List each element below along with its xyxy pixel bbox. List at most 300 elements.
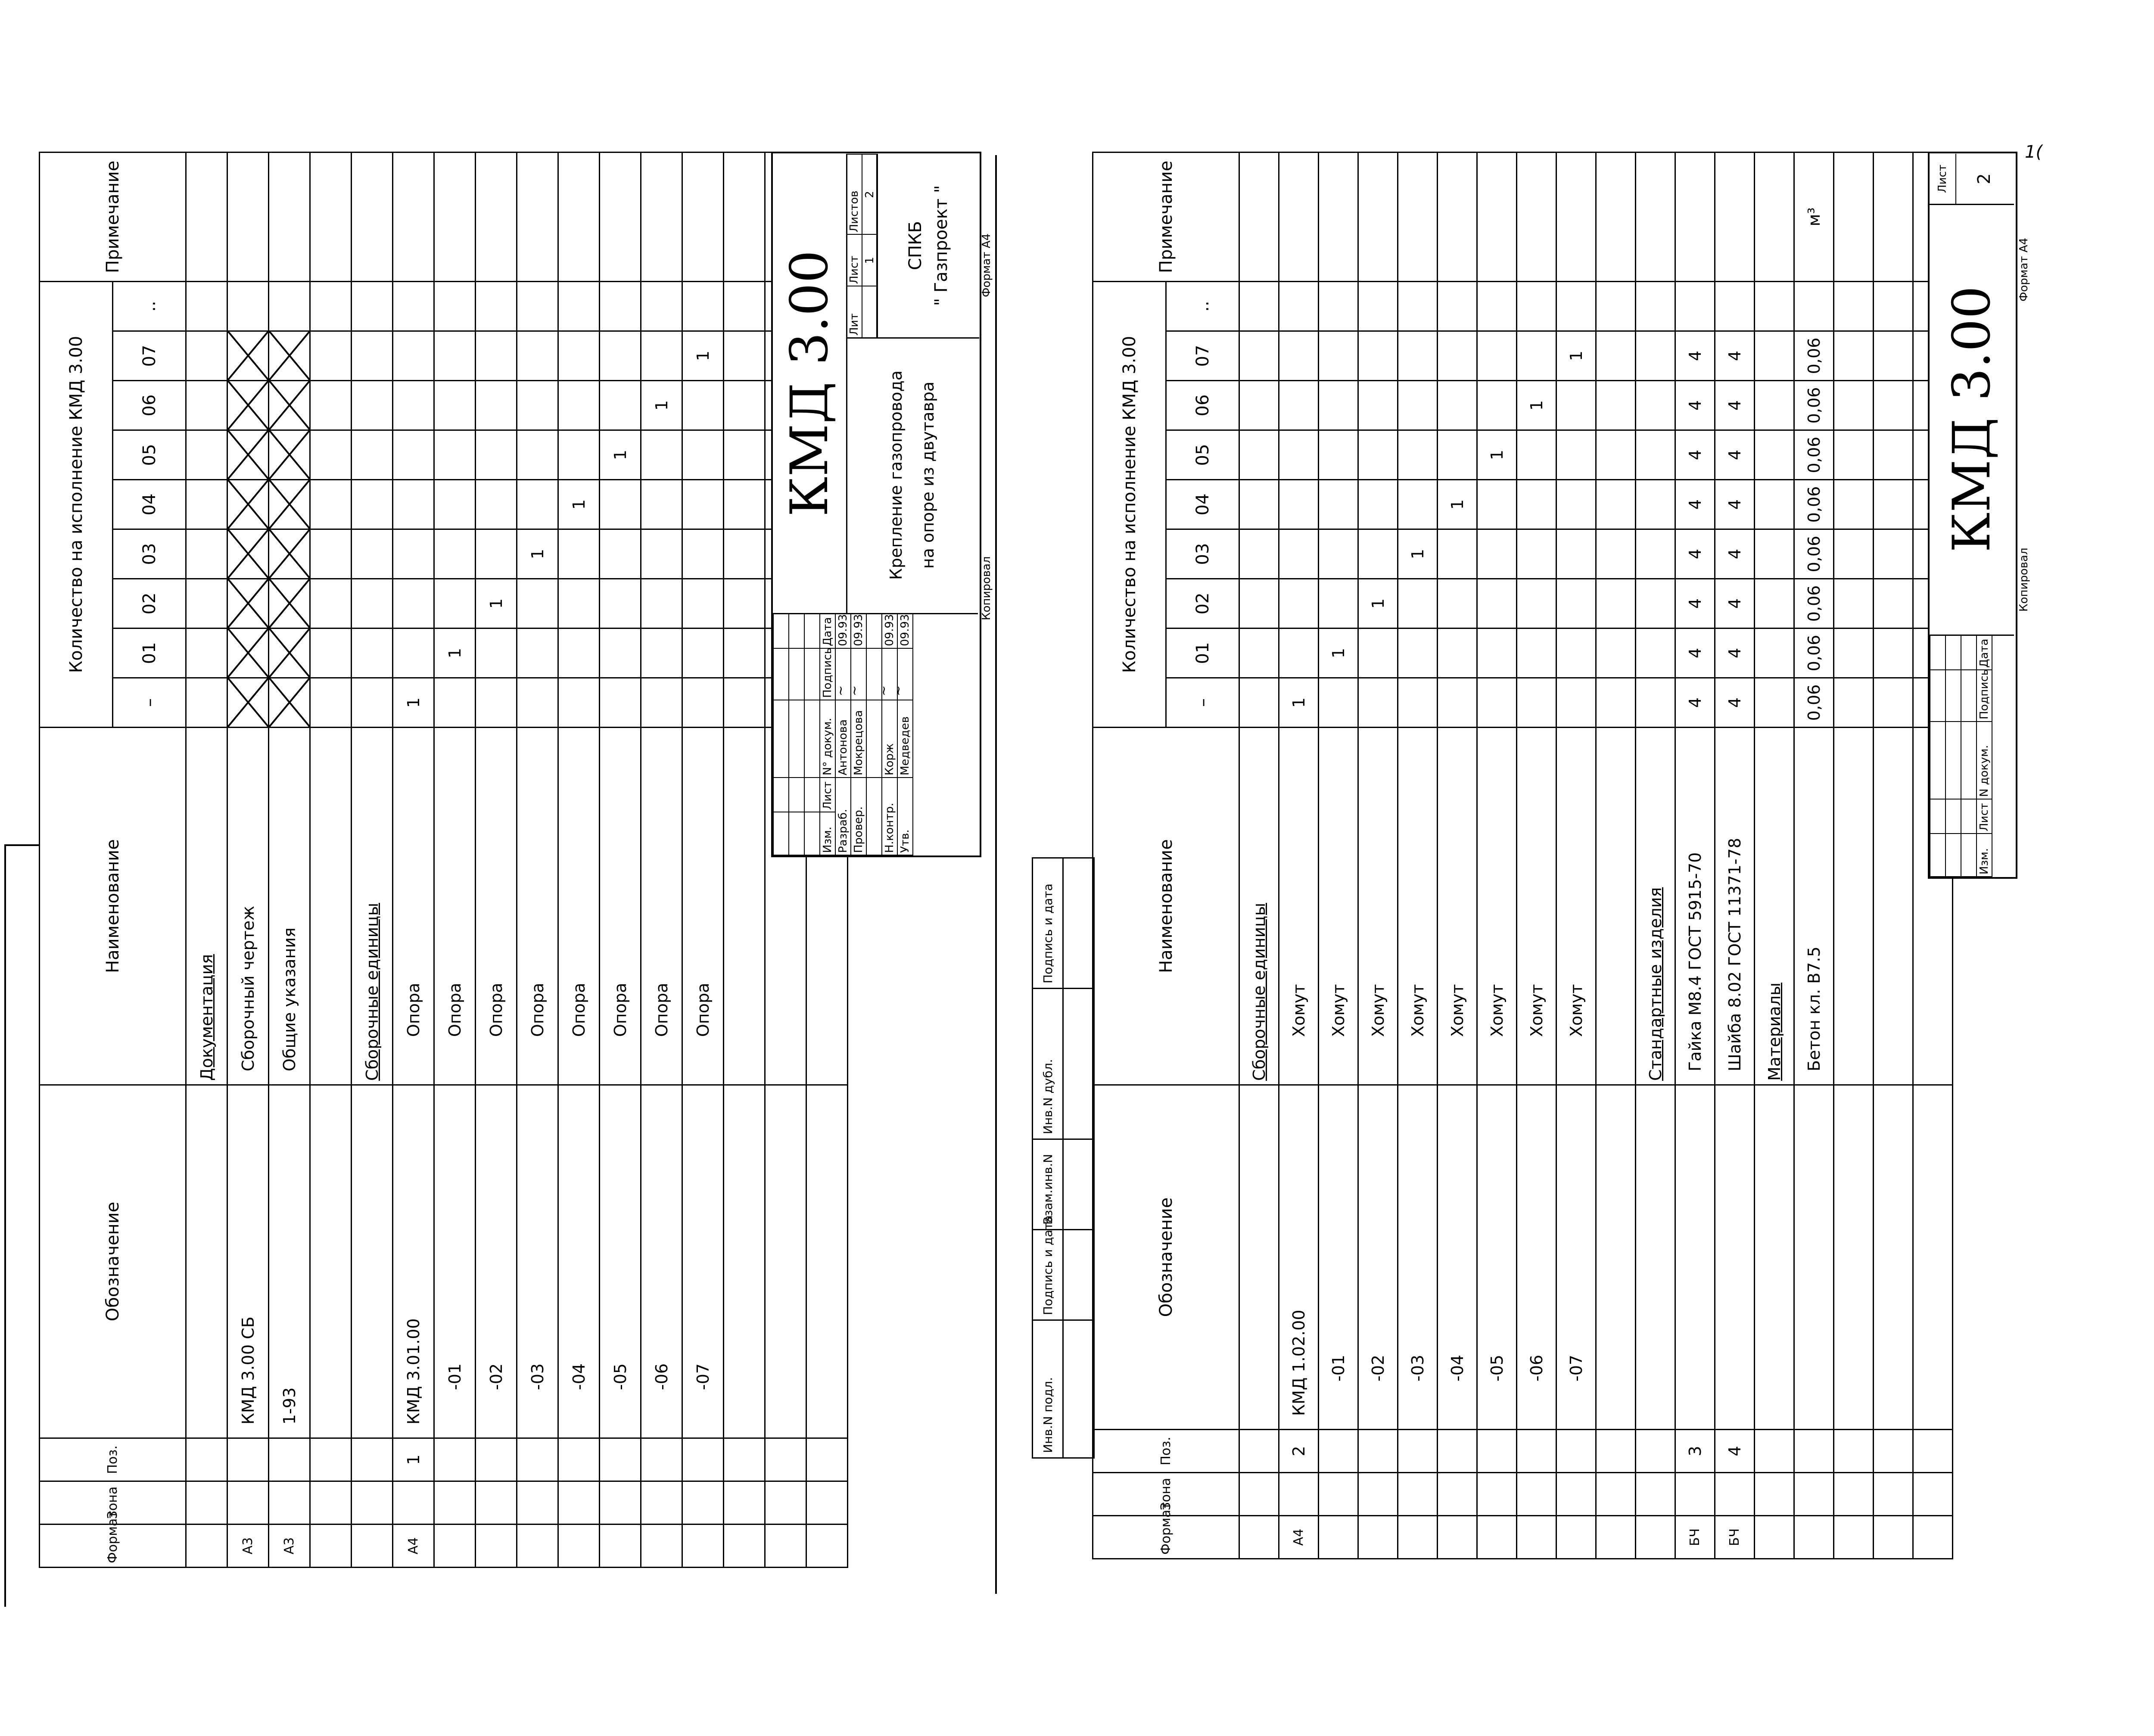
- cell-qty-0: 1: [393, 678, 434, 728]
- cell-name: Стандартные изделия: [1636, 728, 1675, 1085]
- cell-qty-2: [393, 579, 434, 628]
- tb2-code-cell: [1930, 204, 2014, 636]
- cell-qty-7: [1279, 331, 1319, 381]
- table-row: [227, 152, 269, 1567]
- cell-qty-8: [1398, 281, 1438, 331]
- cell-qty-1: [1596, 628, 1636, 678]
- cell-qty-7: [641, 331, 682, 381]
- cell-qty-1: [1755, 628, 1794, 678]
- cell-qty-2: [1319, 579, 1358, 628]
- cell-zone: [1834, 1473, 1874, 1516]
- cell-note: [641, 152, 682, 281]
- cell-qty-4: [1755, 480, 1794, 529]
- cell-qty-3: [269, 529, 310, 579]
- cell-qty-4: [724, 480, 765, 529]
- cell-name: Шайба 8.02 ГОСТ 11371-78: [1715, 728, 1755, 1085]
- cell-name: Гайка М8.4 ГОСТ 5915-70: [1675, 728, 1715, 1085]
- cell-pos: [1556, 1430, 1596, 1473]
- header-variant-8: ..: [1166, 281, 1239, 331]
- cell-pos: [476, 1438, 517, 1481]
- cell-format: [1556, 1516, 1596, 1559]
- cell-zone: [682, 1481, 724, 1524]
- cell-note: [1358, 152, 1398, 281]
- cell-qty-7: [269, 331, 310, 381]
- cell-pos: [600, 1438, 641, 1481]
- cell-qty-8: [600, 281, 641, 331]
- cell-pos: [1794, 1430, 1834, 1473]
- cell-designation: -03: [517, 1085, 558, 1438]
- cell-pos: 1: [393, 1438, 434, 1481]
- cell-qty-4: [600, 480, 641, 529]
- cell-note: [186, 152, 227, 281]
- cell-name: Хомут: [1279, 728, 1319, 1085]
- doc-title-line1: Крепление газопровода: [887, 370, 906, 580]
- cell-qty-1: 4: [1715, 628, 1755, 678]
- cell-qty-5: 4: [1715, 430, 1755, 480]
- cell-name: [724, 728, 765, 1085]
- cell-name: Опора: [476, 728, 517, 1085]
- cell-zone: [476, 1481, 517, 1524]
- cell-qty-7: [310, 331, 352, 381]
- cell-qty-7: [1636, 331, 1675, 381]
- cell-format: [1319, 1516, 1358, 1559]
- cell-qty-4: [1834, 480, 1874, 529]
- cell-note: [1636, 152, 1675, 281]
- cell-qty-6: [1556, 381, 1596, 430]
- cell-designation: -05: [1477, 1085, 1517, 1430]
- cell-designation: [1913, 1085, 1953, 1430]
- cell-qty-7: [227, 331, 269, 381]
- header-variant-5: 05: [1166, 430, 1239, 480]
- cell-qty-0: [1438, 678, 1477, 728]
- cell-format: [1794, 1516, 1834, 1559]
- header-variant-2: 02: [1166, 579, 1239, 628]
- cell-qty-3: 4: [1715, 529, 1755, 579]
- cell-qty-5: [1636, 430, 1675, 480]
- table-row: [434, 152, 476, 1567]
- cell-qty-8: [1596, 281, 1636, 331]
- cell-qty-5: [1319, 430, 1358, 480]
- cell-qty-0: [1596, 678, 1636, 728]
- org-line2: " Газпроект ": [931, 185, 951, 306]
- date-normcontrol: 09.93: [882, 614, 897, 648]
- cell-qty-1: [600, 628, 641, 678]
- cell-format: [1438, 1516, 1477, 1559]
- cell-designation: -01: [434, 1085, 476, 1438]
- cell-note: [1755, 152, 1794, 281]
- cell-qty-1: [1874, 628, 1913, 678]
- cell-qty-3: [1517, 529, 1556, 579]
- cell-designation: -06: [641, 1085, 682, 1438]
- table-row: [1596, 152, 1636, 1559]
- cell-note: [393, 152, 434, 281]
- header-row: [40, 152, 113, 1567]
- sheet-no: 1: [862, 235, 878, 286]
- doc-code: КМД 3.00: [779, 250, 840, 517]
- cell-qty-2: 4: [1675, 579, 1715, 628]
- tb2-sheet-cell: [1930, 154, 2014, 205]
- cell-qty-1: 0,06: [1794, 628, 1834, 678]
- cell-designation: [1715, 1085, 1755, 1430]
- cell-pos: [1358, 1430, 1398, 1473]
- cell-format: [434, 1524, 476, 1568]
- cell-format: [1239, 1516, 1279, 1559]
- cell-note: [724, 152, 765, 281]
- table-row: [1239, 152, 1279, 1559]
- cell-qty-1: [1636, 628, 1675, 678]
- cell-qty-1: 1: [434, 628, 476, 678]
- cell-qty-7: [186, 331, 227, 381]
- cell-qty-4: 1: [558, 480, 600, 529]
- cell-format: БЧ: [1675, 1516, 1715, 1559]
- name-checker: Мокрецова: [851, 700, 866, 778]
- cell-zone: [765, 1481, 806, 1524]
- cell-qty-8: [1319, 281, 1358, 331]
- cell-qty-4: [1279, 480, 1319, 529]
- cell-qty-3: [1477, 529, 1517, 579]
- cell-note: [1319, 152, 1358, 281]
- signature-grid: [773, 613, 913, 856]
- cell-designation: -03: [1398, 1085, 1438, 1430]
- cell-qty-2: 0,06: [1794, 579, 1834, 628]
- cell-qty-6: 0,06: [1794, 381, 1834, 430]
- cell-note: м³: [1794, 152, 1834, 281]
- cell-pos: [1596, 1430, 1636, 1473]
- cell-format: [1517, 1516, 1556, 1559]
- cell-qty-0: [558, 678, 600, 728]
- spec-table-2: [1092, 152, 1953, 1559]
- cell-qty-0: [641, 678, 682, 728]
- cell-name: [310, 728, 352, 1085]
- cell-qty-1: [269, 628, 310, 678]
- cell-qty-2: [558, 579, 600, 628]
- cell-qty-6: [269, 381, 310, 430]
- cell-qty-7: [1874, 331, 1913, 381]
- cell-qty-5: [1556, 430, 1596, 480]
- cell-pos: [434, 1438, 476, 1481]
- header-qty-group: Количество на исполнение КМД 3.00: [1093, 281, 1166, 727]
- cell-qty-2: 4: [1715, 579, 1755, 628]
- cell-designation: -07: [682, 1085, 724, 1438]
- role-developer: Разраб.: [835, 778, 851, 855]
- cell-format: БЧ: [1715, 1516, 1755, 1559]
- cell-pos: [310, 1438, 352, 1481]
- col-sign-2: Подпись: [1977, 670, 1992, 722]
- cell-qty-5: 1: [600, 430, 641, 480]
- cell-qty-5: [1438, 430, 1477, 480]
- cell-qty-6: [1438, 381, 1477, 430]
- cell-qty-8: [1239, 281, 1279, 331]
- header-note: Примечание: [1093, 152, 1239, 281]
- date-checker: 09.93: [851, 614, 866, 648]
- cell-qty-0: 1: [1279, 678, 1319, 728]
- cell-pos: 3: [1675, 1430, 1715, 1473]
- cell-format: [558, 1524, 600, 1568]
- cell-note: [1239, 152, 1279, 281]
- cell-qty-2: [1755, 579, 1794, 628]
- cell-note: [600, 152, 641, 281]
- cell-qty-2: [641, 579, 682, 628]
- cell-qty-2: 1: [476, 579, 517, 628]
- cell-name: Хомут: [1477, 728, 1517, 1085]
- cell-qty-5: [1596, 430, 1636, 480]
- cell-qty-2: [1874, 579, 1913, 628]
- date-approved: 09.93: [897, 614, 913, 648]
- cell-pos: [269, 1438, 310, 1481]
- cell-qty-4: [352, 480, 393, 529]
- cell-qty-1: [1517, 628, 1556, 678]
- cell-qty-4: 1: [1438, 480, 1477, 529]
- cell-designation: 1-93: [269, 1085, 310, 1438]
- cell-format: [352, 1524, 393, 1568]
- cell-qty-7: [1319, 331, 1358, 381]
- cell-qty-1: [558, 628, 600, 678]
- cell-qty-8: [1755, 281, 1794, 331]
- cell-qty-8: [1517, 281, 1556, 331]
- cell-note: [227, 152, 269, 281]
- cell-designation: [1636, 1085, 1675, 1430]
- header-note: Примечание: [40, 152, 186, 281]
- cell-format: A4: [393, 1524, 434, 1568]
- cell-qty-7: [434, 331, 476, 381]
- header-format: Формат: [1093, 1516, 1239, 1559]
- format-label-1: Формат А4: [980, 233, 993, 297]
- cell-designation: -04: [1438, 1085, 1477, 1430]
- cell-qty-6: 4: [1715, 381, 1755, 430]
- cell-qty-1: 1: [1319, 628, 1358, 678]
- cell-qty-5: 0,06: [1794, 430, 1834, 480]
- cell-name: Сборочные единицы: [352, 728, 393, 1085]
- name-approved: Медведев: [897, 700, 913, 778]
- cell-qty-0: [1239, 678, 1279, 728]
- header-variant-1: 01: [1166, 628, 1239, 678]
- cell-qty-7: 0,06: [1794, 331, 1834, 381]
- cell-qty-8: [682, 281, 724, 331]
- header-variant-3: 03: [1166, 529, 1239, 579]
- cell-qty-0: [227, 678, 269, 728]
- cell-designation: КМД 3.00 СБ: [227, 1085, 269, 1438]
- cell-qty-5: [558, 430, 600, 480]
- cell-qty-7: [1358, 331, 1398, 381]
- left-frame-top: [4, 844, 39, 846]
- cell-qty-4: [393, 480, 434, 529]
- cell-designation: [1874, 1085, 1913, 1430]
- cell-name: Опора: [558, 728, 600, 1085]
- table-row: [352, 152, 393, 1567]
- header-name: Наименование: [40, 728, 186, 1085]
- cell-qty-1: [1239, 628, 1279, 678]
- table-row: [600, 152, 641, 1567]
- cell-designation: [352, 1085, 393, 1438]
- cell-zone: [1239, 1473, 1279, 1516]
- cell-qty-1: [1477, 628, 1517, 678]
- cell-qty-8: [1675, 281, 1715, 331]
- cell-zone: [1715, 1473, 1755, 1516]
- cell-format: [1596, 1516, 1636, 1559]
- cell-pos: [1398, 1430, 1438, 1473]
- col-date-2: Дата: [1977, 635, 1992, 670]
- cell-qty-4: [641, 480, 682, 529]
- cell-qty-0: [1477, 678, 1517, 728]
- cell-qty-3: [1596, 529, 1636, 579]
- col-sign: Подпись: [820, 648, 835, 700]
- cell-qty-3: [352, 529, 393, 579]
- cell-qty-6: [1834, 381, 1874, 430]
- cell-qty-8: [1794, 281, 1834, 331]
- table-row: [1319, 152, 1358, 1559]
- cell-designation: -01: [1319, 1085, 1358, 1430]
- cell-note: [352, 152, 393, 281]
- cell-qty-1: 4: [1675, 628, 1715, 678]
- cell-zone: [1874, 1473, 1913, 1516]
- header-variant-6: 06: [113, 381, 186, 430]
- cell-qty-5: 1: [1477, 430, 1517, 480]
- cell-qty-7: [352, 331, 393, 381]
- cell-qty-0: 0,06: [1794, 678, 1834, 728]
- cell-qty-0: [1834, 678, 1874, 728]
- header-zone: Зона: [40, 1481, 186, 1524]
- cell-qty-6: [600, 381, 641, 430]
- cell-format: [806, 1524, 848, 1568]
- cell-qty-5: [393, 430, 434, 480]
- cell-pos: [724, 1438, 765, 1481]
- cell-name: [1874, 728, 1913, 1085]
- cell-name: Опора: [434, 728, 476, 1085]
- cell-qty-7: [724, 331, 765, 381]
- cell-zone: [434, 1481, 476, 1524]
- cell-qty-5: [434, 430, 476, 480]
- header-variant-0: –: [113, 678, 186, 728]
- cell-qty-3: 4: [1675, 529, 1715, 579]
- cell-qty-5: [1834, 430, 1874, 480]
- cell-qty-4: [1319, 480, 1358, 529]
- cell-zone: [310, 1481, 352, 1524]
- table-row: [269, 152, 310, 1567]
- table-row: [393, 152, 434, 1567]
- cell-qty-6: [1477, 381, 1517, 430]
- cell-name: Сборочные единицы: [1239, 728, 1279, 1085]
- cell-name: Опора: [517, 728, 558, 1085]
- cell-qty-6: 4: [1675, 381, 1715, 430]
- cell-qty-0: [1755, 678, 1794, 728]
- header-variant-4: 04: [113, 480, 186, 529]
- table-row: [476, 152, 517, 1567]
- doc-title-line2: на опоре из двутавра: [918, 381, 937, 569]
- cell-qty-7: 4: [1715, 331, 1755, 381]
- cell-zone: [1755, 1473, 1794, 1516]
- cell-qty-1: [517, 628, 558, 678]
- cell-qty-0: [724, 678, 765, 728]
- title-block-1: [771, 152, 981, 857]
- cell-qty-0: [682, 678, 724, 728]
- col-list: Лист: [820, 778, 835, 812]
- cell-pos: 2: [1279, 1430, 1319, 1473]
- cell-qty-7: 4: [1675, 331, 1715, 381]
- header-variant-1: 01: [113, 628, 186, 678]
- cell-zone: [1794, 1473, 1834, 1516]
- cell-note: [1834, 152, 1874, 281]
- cell-qty-5: [1398, 430, 1438, 480]
- cell-qty-8: [1636, 281, 1675, 331]
- cell-qty-8: [1874, 281, 1913, 331]
- cell-qty-7: [1755, 331, 1794, 381]
- role-checker: Провер.: [851, 778, 866, 855]
- cell-note: [1596, 152, 1636, 281]
- cell-qty-8: [227, 281, 269, 331]
- cell-qty-6: [476, 381, 517, 430]
- cell-qty-4: [682, 480, 724, 529]
- cell-pos: [186, 1438, 227, 1481]
- cell-qty-2: [1279, 579, 1319, 628]
- cell-qty-1: [641, 628, 682, 678]
- cell-designation: [724, 1085, 765, 1438]
- header-variant-0: –: [1166, 678, 1239, 728]
- cell-qty-3: [1239, 529, 1279, 579]
- cell-qty-8: [476, 281, 517, 331]
- cell-note: [1477, 152, 1517, 281]
- cell-qty-3: [227, 529, 269, 579]
- cell-qty-3: 1: [517, 529, 558, 579]
- cell-name: Хомут: [1398, 728, 1438, 1085]
- cell-qty-5: [186, 430, 227, 480]
- cell-qty-1: [186, 628, 227, 678]
- cell-qty-7: [1438, 331, 1477, 381]
- cell-pos: [1755, 1430, 1794, 1473]
- cell-format: [765, 1524, 806, 1568]
- cell-qty-6: [1596, 381, 1636, 430]
- sheet-label: Лист: [847, 235, 862, 286]
- cell-qty-3: [186, 529, 227, 579]
- cell-qty-0: 4: [1675, 678, 1715, 728]
- cell-designation: -02: [476, 1085, 517, 1438]
- cell-qty-5: [1517, 430, 1556, 480]
- signature-1: ~: [833, 685, 848, 696]
- cell-qty-1: [1279, 628, 1319, 678]
- table-row: [1636, 152, 1675, 1559]
- cell-pos: [1438, 1430, 1477, 1473]
- cell-name: Хомут: [1358, 728, 1398, 1085]
- header-variant-5: 05: [113, 430, 186, 480]
- cell-pos: [1874, 1430, 1913, 1473]
- cell-qty-6: [1279, 381, 1319, 430]
- header-variant-6: 06: [1166, 381, 1239, 430]
- cell-zone: [1279, 1473, 1319, 1516]
- cell-qty-5: [1358, 430, 1398, 480]
- strip-inv-orig: Инв.N подл.: [1041, 1377, 1055, 1453]
- cell-qty-8: [1715, 281, 1755, 331]
- cell-designation: [1239, 1085, 1279, 1430]
- strip-sign-date-1: Подпись и дата: [1041, 1215, 1055, 1315]
- cell-designation: [1675, 1085, 1715, 1430]
- cell-pos: [1913, 1430, 1953, 1473]
- cell-qty-7: [1596, 331, 1636, 381]
- sheets-label: Листов: [847, 155, 862, 235]
- col-izm-2: Изм.: [1977, 834, 1992, 877]
- cell-qty-7: [1239, 331, 1279, 381]
- cell-pos: [1517, 1430, 1556, 1473]
- cell-qty-3: [641, 529, 682, 579]
- cell-qty-5: [227, 430, 269, 480]
- cell-name: Сборочный чертеж: [227, 728, 269, 1085]
- cell-qty-4: [476, 480, 517, 529]
- cell-qty-8: [1358, 281, 1398, 331]
- cell-note: [310, 152, 352, 281]
- cell-qty-3: [1755, 529, 1794, 579]
- cell-qty-8: [1279, 281, 1319, 331]
- table-row: [1556, 152, 1596, 1559]
- cell-qty-3: [1319, 529, 1358, 579]
- cell-name: Опора: [641, 728, 682, 1085]
